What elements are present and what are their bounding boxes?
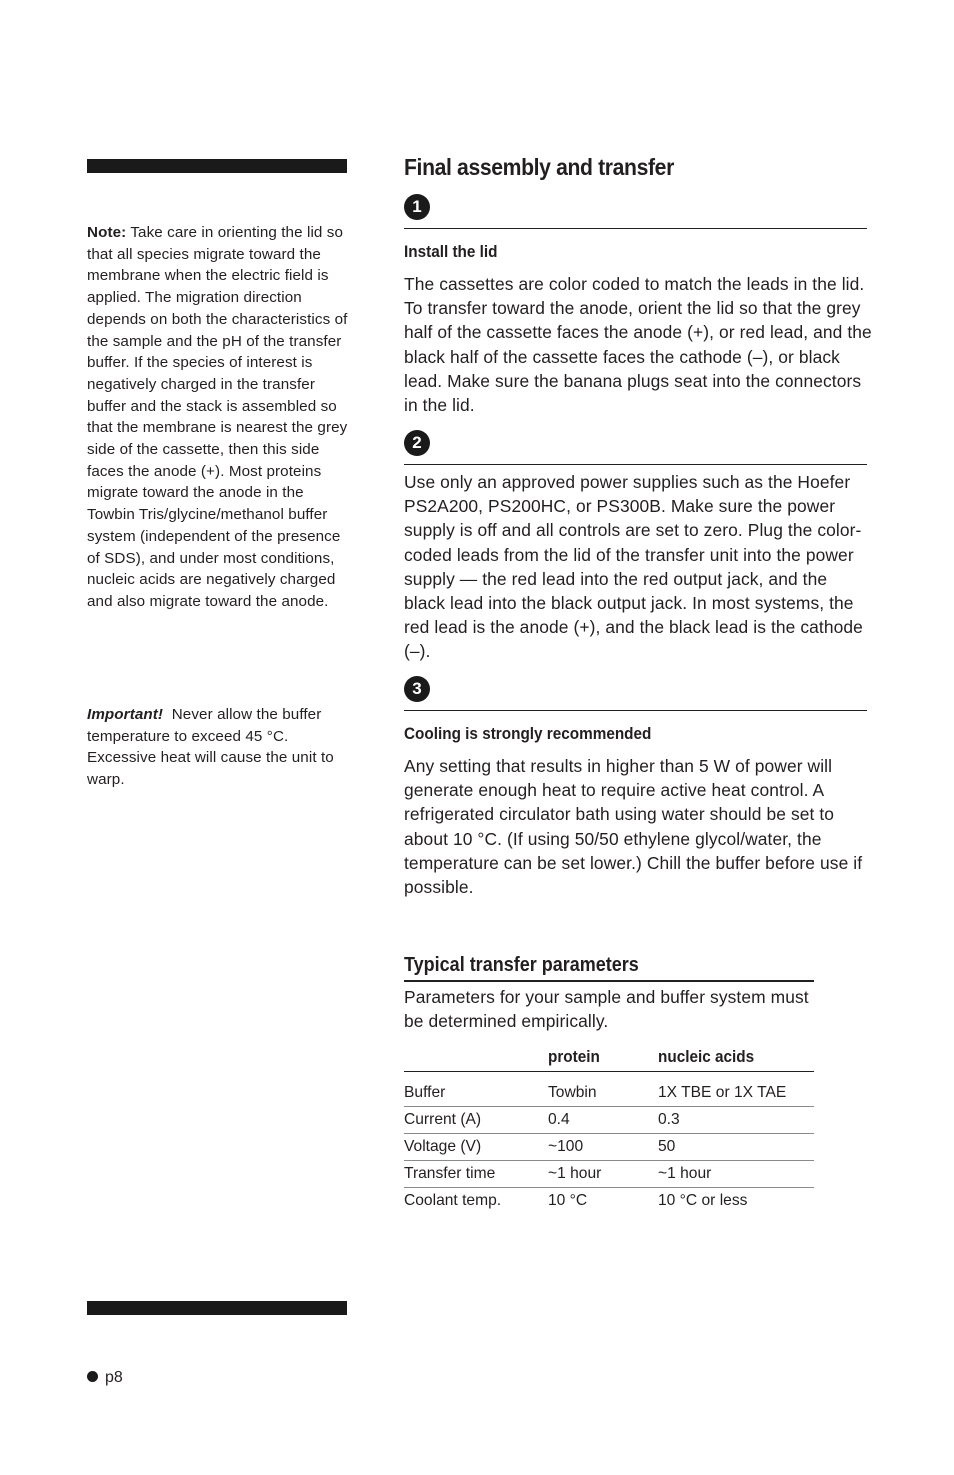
table-cell: ~100 (548, 1134, 658, 1161)
table-row (404, 1188, 814, 1215)
bottom-rule-bar (87, 1301, 347, 1315)
params-table (404, 1043, 814, 1214)
page-footer (87, 1368, 123, 1388)
table-row (404, 1161, 814, 1188)
table-header (404, 1043, 548, 1072)
params-intro: Parameters for your sample and buffer system must be determined empirically. (404, 987, 809, 1032)
table-cell: 1X TBE or 1X TAE (658, 1072, 814, 1107)
table-cell: ~1 hour (658, 1161, 814, 1188)
step-2-header (404, 430, 867, 465)
table-cell: Transfer time (404, 1161, 548, 1188)
table-cell: Coolant temp. (404, 1192, 502, 1209)
step-3-heading: Cooling is strongly recommended (404, 724, 652, 743)
table-cell: 0.3 (658, 1107, 814, 1134)
page-title: Final assembly and transfer (404, 154, 674, 180)
step-1-heading: Install the lid (404, 242, 498, 261)
note-label: Note: (87, 224, 127, 241)
table-row (404, 1072, 814, 1107)
table-cell: 0.4 (548, 1107, 658, 1134)
table-cell: Voltage (V) (404, 1134, 548, 1161)
important-box (87, 704, 349, 791)
note-box (87, 222, 349, 613)
table-header: protein (548, 1043, 658, 1072)
table-cell: Current (A) (404, 1107, 548, 1134)
step-2-text: Use only an approved power supplies such as the Hoefer PS2A200, PS200HC, or PS300B. Make sure the power supply is off and all controls are set to zero. Plug the color-coded leads from the lid of the transfer unit into the power supply — the red lead into the red output jack, and the black lead into the black output jack. In most systems, the red lead is the anode (+), and the black lead is the cathode (–). (404, 472, 863, 662)
table-row (404, 1134, 814, 1161)
table-row (404, 1107, 814, 1134)
page-number: p8 (105, 1369, 123, 1386)
table-cell: 10 °C or less (658, 1192, 748, 1209)
step-number-3: 3 (404, 676, 430, 702)
important-label: Important! (87, 706, 164, 723)
table-header: nucleic acids (658, 1043, 814, 1072)
params-title: Typical transfer parameters (404, 952, 814, 982)
top-rule-bar (87, 159, 347, 173)
table-cell: Towbin (548, 1072, 658, 1107)
step-1-text: The cassettes are color coded to match the leads in the lid. To transfer toward the anode, orient the lid so that the grey half of the cassette faces the anode (+), or red lead, and the black half of the cassette faces the cathode (–), or black lead. Make sure the banana plugs seat into the connectors in the lid. (404, 274, 872, 416)
important-text: Never allow the buffer temperature to exceed 45 °C. Excessive heat will cause the unit to warp. (87, 706, 334, 789)
table-header-row (404, 1043, 814, 1072)
bullet-dot-icon (87, 1371, 98, 1382)
step-3-header (404, 676, 867, 711)
table-cell: ~1 hour (548, 1161, 658, 1188)
step-1-header (404, 194, 867, 229)
step-3-text: Any setting that results in higher than 5 W of power will generate enough heat to require active heat control. A refrigerated circulator bath using water should be set to about 10 °C. (If using 50/50 ethylene glycol/water, the temperature can be set lower.) Chill the buffer before use if possible. (404, 756, 863, 898)
step-number-2: 2 (404, 430, 430, 456)
table-cell: 50 (658, 1134, 814, 1161)
note-text: Take care in orienting the lid so that all species migrate toward the membrane when the electric field is applied. The migration direction depends on both the characteristics of the sample and the pH of the transfer buffer. If the species of interest is negatively charged in the transfer buffer and the stack is assembled so that the membrane is nearest the grey side of the cassette, then this side faces the anode (+). Most proteins migrate toward the anode in the Towbin Tris/glycine/methanol buffer system (independent of the presence of SDS), and under most conditions, nucleic acids are negatively charged and also migrate toward the anode. (87, 224, 348, 610)
table-cell: Buffer (404, 1072, 548, 1107)
step-number-1: 1 (404, 194, 430, 220)
table-cell: 10 °C (548, 1192, 588, 1209)
